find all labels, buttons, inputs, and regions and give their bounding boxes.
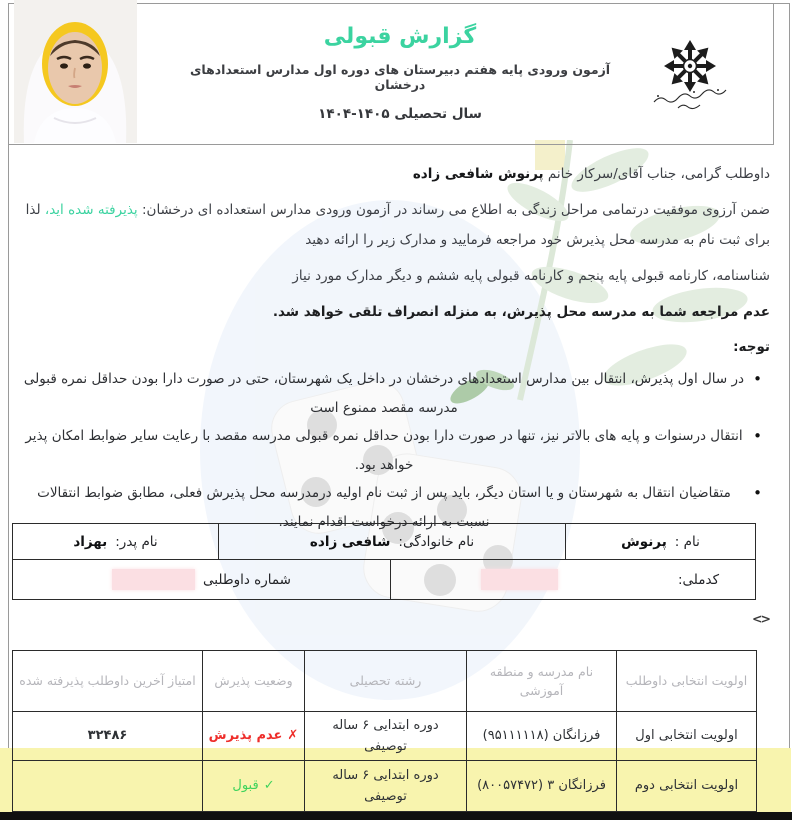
status-cell (202, 761, 304, 811)
note-item: • متقاضیان انتقال به شهرستان و یا استان دیگر، باید پس از ثبت نام اولیه درمدرسه محل پذیرش فعلی، مطابق ضوابط انتقالات نسبت به ارائه درخواست اقدام نمایند. (22, 479, 764, 536)
notes-list (22, 365, 770, 536)
exam-subtitle: آزمون ورودی پایه هفتم دبیرستان های دوره اول مدارس استعدادهای درخشان (189, 62, 611, 92)
identity-row-1 (13, 524, 755, 559)
academic-year-label: سال تحصیلی (394, 106, 482, 122)
results-header-row (13, 651, 756, 711)
greeting-line (22, 162, 770, 186)
notes-label: توجه: (733, 339, 770, 355)
result-text-after: لذا برای ثبت نام به مدرسه محل پذیرش خود مراجعه فرمایید و مدارک زیر را ارائه دهید (25, 202, 770, 248)
candidate-number-cell (13, 560, 390, 599)
required-documents-line: شناسنامه، کارنامه قبولی پایه پنجم و کارنامه قبولی پایه ششم و دیگر مدارک مورد نیاز (292, 268, 770, 284)
x-icon: ✗ (287, 728, 299, 744)
table-row (13, 760, 756, 811)
bottom-black-bar (0, 812, 792, 820)
father-name-label: نام پدر: (115, 533, 158, 550)
no-show-warning: عدم مراجعه شما به مدرسه محل پذیرش، به منزله انصراف تلقی خواهد شد. (272, 304, 770, 320)
header-status: وضعیت پذیرش (202, 651, 304, 711)
redacted-candidate-number (112, 569, 195, 590)
school-cell: فرزانگان (۹۵۱۱۱۱۱۸) (466, 712, 616, 760)
status-text: قبول (232, 778, 259, 794)
program-cell: دوره ابتدایی ۶ ساله توصیفی (304, 761, 466, 811)
result-paragraph (22, 195, 770, 255)
rejected-status (209, 725, 299, 746)
score-cell: ۳۲۴۸۶ (87, 728, 128, 744)
first-name-value: پرنوش (621, 533, 667, 550)
sampad-logo-icon (648, 38, 732, 118)
redacted-national-id (481, 569, 558, 590)
header-program: رشته تحصیلی (304, 651, 466, 711)
score-cell (13, 761, 202, 811)
candidate-number-label: شماره داوطلبی (203, 571, 291, 588)
last-name-value: شافعی زاده (309, 533, 391, 550)
angle-brackets-mark: <> (752, 611, 769, 626)
header-priority: اولویت انتخابی داوطلب (616, 651, 756, 711)
first-name-cell (565, 524, 755, 559)
national-id-cell (390, 560, 755, 599)
note-item: • در سال اول پذیرش، انتقال بین مدارس استعدادهای درخشان در داخل یک شهرستان، حتی در صورت دارا بودن حداقل نمره قبولی مدرسه مقصد ممنوع است (22, 365, 764, 422)
table-row (13, 711, 756, 760)
accepted-highlight-text: پذیرفته شده اید، (44, 202, 138, 218)
note-item: • انتقال درسنوات و پایه های بالاتر نیز، تنها در صورت دارا بودن حداقل نمره قبولی مدرسه مقصد با رعایت سایر ضوابط امکان پذیر خواهد بود. (22, 422, 764, 479)
school-cell: فرزانگان ۳ (۸۰۰۵۷۴۷۲) (466, 761, 616, 811)
status-text: عدم پذیرش (208, 728, 283, 744)
page-title: گزارش قبولی (323, 24, 477, 49)
last-name-cell (218, 524, 565, 559)
father-name-value: بهزاد (73, 533, 108, 550)
national-id-label: کدملی: (677, 571, 719, 588)
program-cell: دوره ابتدایی ۶ ساله توصیفی (304, 712, 466, 760)
father-name-cell (13, 524, 218, 559)
greeting-prefix: داوطلب گرامی، جناب آقای/سرکار خانم (547, 166, 770, 182)
identity-table (12, 523, 756, 600)
results-table (12, 650, 757, 812)
status-cell (202, 712, 304, 760)
academic-year (170, 106, 630, 122)
first-name-label: نام : (674, 533, 700, 550)
check-icon: ✓ (263, 778, 275, 794)
priority-cell: اولویت انتخابی اول (616, 712, 756, 760)
identity-row-2 (13, 559, 755, 599)
last-name-label: نام خانوادگی: (398, 533, 475, 550)
result-text-before: ضمن آرزوی موفقیت درتمامی مراحل زندگی به اطلاع می رساند در آزمون ورودی مدارس استعداده ای درخشان: (141, 202, 770, 218)
academic-year-value: ۱۴۰۴-۱۴۰۵ (318, 106, 390, 122)
header-school: نام مدرسه و منطقه آموزشی (466, 651, 616, 711)
candidate-photo (14, 0, 137, 143)
candidate-full-name: پرنوش شافعی زاده (412, 166, 544, 182)
header-score: امتیاز آخرین داوطلب پذیرفته شده (19, 673, 196, 689)
priority-cell: اولویت انتخابی دوم (616, 761, 756, 811)
accepted-status (232, 775, 274, 796)
letter-body (22, 150, 770, 536)
report-header (170, 24, 630, 122)
